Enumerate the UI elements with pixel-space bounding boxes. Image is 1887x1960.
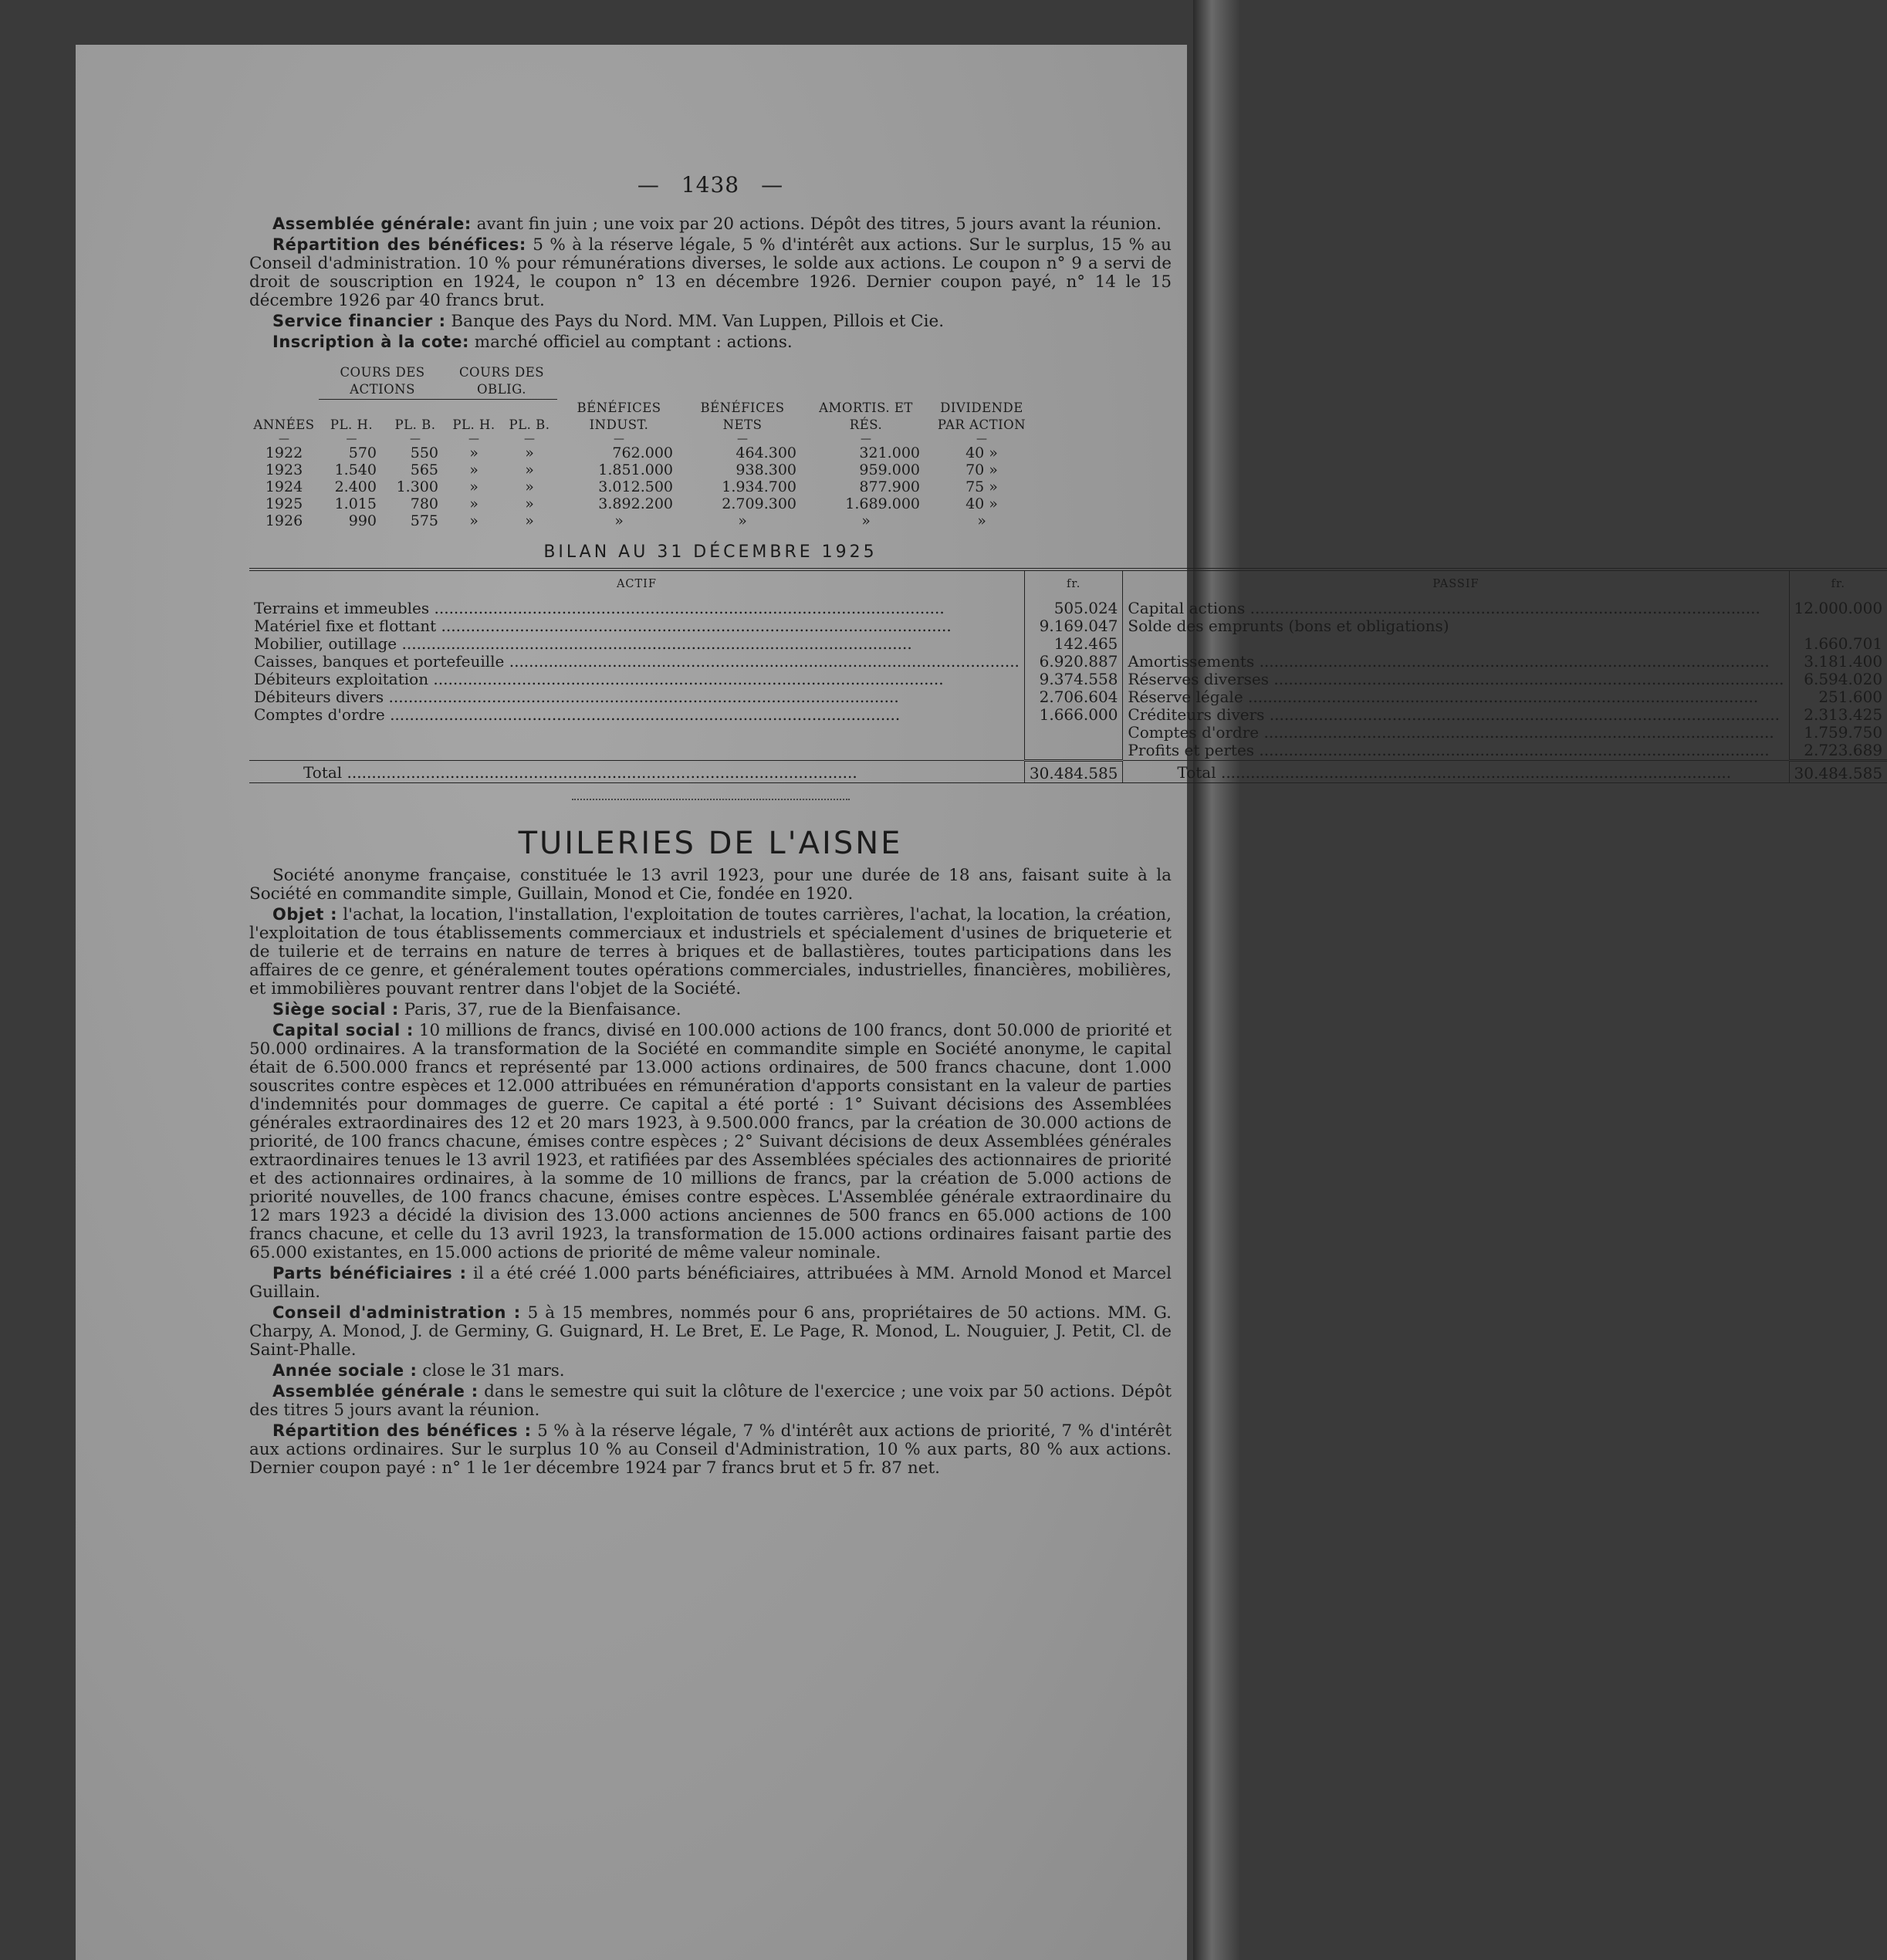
cell: » [614,512,624,529]
actif-label: Comptes d'ordre ..... [249,706,1024,724]
passif-value: 251.600 [1789,688,1887,706]
siege-paragraph [249,1000,1172,1019]
cell: » [469,444,479,461]
bilan-row [249,600,1887,617]
company-title: TUILERIES DE L'AISNE [518,826,903,861]
cell-year: 1926 [265,512,303,529]
col-header: PL. H. [330,417,374,432]
service-paragraph [249,312,1172,331]
dash: — [346,433,357,445]
assemblee-label: Assemblée générale: [272,215,472,233]
inscription-paragraph [249,333,1172,352]
inscription-label: Inscription à la cote: [272,333,469,351]
conseil-paragraph [249,1303,1172,1360]
cell: 3.892.200 [598,495,673,512]
cell: 1.300 [396,478,438,495]
col-header: BÉNÉFICES NETS [700,400,785,432]
bilan-row [249,742,1887,761]
col-header: DIVIDENDE PAR ACTION [937,400,1026,432]
passif-label: Capital actions ..... [1123,600,1789,617]
cell: 1.851.000 [598,461,673,478]
annee-text: close le 31 mars. [422,1361,565,1380]
cell: 762.000 [612,444,673,461]
cell: 40 » [965,444,998,461]
actif-label: Mobilier, outillage ..... [249,635,1024,653]
objet-paragraph [249,905,1172,999]
dash: — [410,433,421,445]
empty-cell [249,742,1024,761]
cell-year: 1925 [265,495,303,512]
conseil-label: Conseil d'administration : [272,1303,521,1322]
cell: 321.000 [859,444,920,461]
dash: — [614,433,624,445]
service-text: Banque des Pays du Nord. MM. Van Luppen, Pillois et Cie. [451,312,945,331]
passif-value: 12.000.000 [1789,600,1887,617]
bilan-row [249,724,1887,742]
capital-paragraph [249,1021,1172,1262]
passif-label: Réserves diverses ..... [1123,671,1789,688]
dash: — [737,433,748,445]
group-oblig-header: COURS DES OBLIG. [446,364,557,400]
assemblee-paragraph [249,215,1172,234]
cell: » [469,495,479,512]
cell: » [525,512,534,529]
cell: 2.400 [334,478,377,495]
unit-header: fr. [1789,569,1887,600]
assemblee2-label: Assemblée générale : [272,1382,479,1401]
cell: 2.709.300 [722,495,796,512]
cell: » [525,478,534,495]
passif-value: 1.759.750 [1789,724,1887,742]
bilan-row [249,671,1887,688]
actif-label: Débiteurs divers ..... [249,688,1024,706]
service-label: Service financier : [272,312,446,330]
bilan-table [249,568,1887,783]
actif-label: Caisses, banques et portefeuille ..... [249,653,1024,671]
cell: » [861,512,871,529]
repartition-paragraph [249,235,1172,310]
spacer [249,364,319,400]
passif-label: Profits et pertes ..... [1123,742,1789,761]
repartition2-label: Répartition des bénéfices : [272,1421,532,1440]
cell-year: 1923 [265,461,303,478]
inscription-text: marché officiel au comptant : actions. [474,333,793,352]
col-header: PL. B. [394,417,436,432]
spacer [557,364,681,400]
parts-paragraph [249,1264,1172,1302]
spacer [928,364,1036,400]
unit-header: fr. [1024,569,1123,600]
empty-cell [249,724,1024,742]
page-number-text: 1438 [681,172,740,198]
empty-cell [1024,742,1123,761]
col-header: BÉNÉFICES INDUST. [577,400,661,432]
dash: — [976,433,987,445]
cell: » [525,495,534,512]
dash: — [861,433,871,445]
cell: » [525,444,534,461]
total-label-passif: Total ..... [1123,761,1789,783]
empty-cell [1024,724,1123,742]
passif-value: 2.723.689 [1789,742,1887,761]
cell: 959.000 [859,461,920,478]
col-header: AMORTIS. ET RÉS. [819,400,913,432]
dash: — [524,433,535,445]
annee-paragraph [249,1361,1172,1380]
bilan-title: BILAN AU 31 DÉCEMBRE 1925 [543,542,878,562]
total-passif: 30.484.585 [1789,761,1887,783]
cell: 1.689.000 [845,495,920,512]
cell: 780 [410,495,438,512]
repartition2-paragraph [249,1421,1172,1478]
cell: » [738,512,747,529]
cours-table [249,364,1172,529]
siege-text: Paris, 37, rue de la Bienfaisance. [404,1000,681,1019]
intro-paragraph: Société anonyme française, constituée le 13 avril 1923, pour une durée de 18 ans, faisant suite à la Société en commandite simple, Guillain, Monod et Cie, fondée en 1920. [249,866,1172,904]
passif-label: Solde des emprunts (bons et obligations) [1123,617,1789,653]
cell: 1.540 [334,461,377,478]
cell: » [977,512,986,529]
page-content [249,172,1883,1479]
objet-label: Objet : [272,905,337,924]
repartition2-text: 5 % à la réserve légale, 7 % d'intérêt aux actions de priorité, 7 % d'intérêt aux actions ordinaires. Sur le surplus 10 % au Conseil d'Administration, 10 % aux parts, 80 % aux actions. Dernier coupon payé : n° 1 le 1er décembre 1924 par 7 francs brut et 5 fr. 87 net. [249,1421,1172,1478]
cell: 1.015 [334,495,377,512]
cell: 575 [410,512,438,529]
bilan-row [249,688,1887,706]
objet-text: l'achat, la location, l'installation, l'exploitation de toutes carrières, l'achat, la location, la création, l'exploitation de tous établissements commerciaux et industriels et spécialement d'usines de briqueterie et de tuilerie et de terrains en nature de terres à briques et de ballastières, toutes participations dans les affaires de ce genre, et généralement toutes opérations commerciales, industrielles, financières, mobilières, et immobilières pouvant rentrer dans l'objet de la Société. [249,905,1172,999]
cell-year: 1922 [265,444,303,461]
capital-label: Capital social : [272,1021,414,1039]
assemblee2-paragraph [249,1382,1172,1420]
section-divider [572,792,850,800]
total-actif: 30.484.585 [1024,761,1123,783]
conseil-text: 5 à 15 membres, nommés pour 6 ans, propriétaires de 50 actions. MM. G. Charpy, A. Monod, J. de Germiny, G. Guignard, H. Le Bret, E. Le Page, R. Monod, L. Nouguier, J. Petit, Cl. de Saint-Phalle. [249,1303,1172,1360]
actif-header: ACTIF [616,578,657,590]
cell: 1.934.700 [722,478,796,495]
passif-label: Créditeurs divers ..... [1123,706,1789,724]
passif-value: 3.181.400 [1789,653,1887,671]
assemblee-text: avant fin juin ; une voix par 20 actions. Dépôt des titres, 5 jours avant la réunion. [476,215,1162,234]
repartition-label: Répartition des bénéfices: [272,235,526,254]
cell: 570 [348,444,377,461]
spacer [804,364,928,400]
actif-label: Matériel fixe et flottant ..... [249,617,1024,635]
actif-value: 9.374.558 [1024,671,1123,688]
bilan-row [249,706,1887,724]
passif-label: Réserve légale ..... [1123,688,1789,706]
bilan-row [249,617,1887,635]
passif-label: Amortissements ..... [1123,653,1789,671]
dash-right: — [761,172,784,198]
dash-left: — [637,172,660,198]
repartition-text: 5 % à la réserve légale, 5 % d'intérêt aux actions. Sur le surplus, 15 % au Conseil d'administration. 10 % pour rémunérations diverses, le solde aux actions. Le coupon n° 9 a servi de droit de souscription en 1924, le coupon n° 13 en décembre 1926. Dernier coupon payé, n° 14 le 15 décembre 1926 par 40 francs brut. [249,235,1172,310]
cell: 3.012.500 [598,478,673,495]
actif-label: Débiteurs exploitation ..... [249,671,1024,688]
cell: 464.300 [736,444,796,461]
col-header: ANNÉES [253,417,315,432]
capital-text: 10 millions de francs, divisé en 100.000 actions de 100 francs, dont 50.000 de priorité et 50.000 ordinaires. A la transformation de la Société en commandite simple en Société anonyme, le capital était de 6.500.000 francs et représenté par 13.000 actions ordinaires, de 500 francs chacune, dont 1.000 souscrites contre espèces et 12.000 attribuées en rémunération d'apports consistant en la valeur de parties d'indemnités pour dommages de guerre. Ce capital a été porté : 1° Suivant décisions des Assemblées générales extraordinaires des 12 et 20 mars 1923, à 9.500.000 francs, par la création de 30.000 actions de priorité, de 100 francs chacune, émises contre espèces ; 2° Suivant décisions de deux Assemblées générales extraordinaires tenues le 13 avril 1923, et ratifiées par des Assemblées spéciales des actionnaires de priorité et des actionnaires ordinaires, à la somme de 10 millions de francs, par la création de 5.000 actions de priorité nouvelles, de 100 francs chacune, émises contre espèces. L'Assemblée générale extraordinaire du 12 mars 1923 a décidé la division des 13.000 actions anciennes de 500 francs en 65.000 actions de 100 francs chacune, et celle du 13 avril 1923, la transformation de 15.000 actions ordinaires faisant partie des 65.000 existantes, en 15.000 actions de priorité de même valeur nominale. [249,1021,1172,1262]
col-header: PL. H. [452,417,495,432]
cell: 550 [410,444,438,461]
actif-label: Terrains et immeubles ..... [249,600,1024,617]
dash: — [279,433,289,445]
spacer [681,364,804,400]
page-number [249,172,1172,198]
parts-text: il a été créé 1.000 parts bénéficiaires, attribuées à MM. Arnold Monod et Marcel Guillain. [249,1264,1172,1302]
actif-value: 2.706.604 [1024,688,1123,706]
actif-value: 6.920.887 [1024,653,1123,671]
cell: » [469,461,479,478]
bilan-total-row [249,761,1887,783]
book-spine-edge [1193,0,1239,1960]
bilan-header-row [249,569,1887,600]
cell: 877.900 [859,478,920,495]
passif-value: 6.594.020 [1789,671,1887,688]
actif-value: 505.024 [1024,600,1123,617]
annee-label: Année sociale : [272,1361,418,1380]
passif-label: Comptes d'ordre ..... [1123,724,1789,742]
cell: 40 » [965,495,998,512]
cell: 990 [348,512,377,529]
actif-value: 9.169.047 [1024,617,1123,635]
cell: 70 » [965,461,998,478]
dash: — [468,433,479,445]
actif-value: 1.666.000 [1024,706,1123,724]
parts-label: Parts bénéficiaires : [272,1264,467,1282]
cell: » [525,461,534,478]
total-label-actif: Total ..... [249,761,1024,783]
cell: 565 [410,461,438,478]
bilan-row [249,653,1887,671]
siege-label: Siège social : [272,1000,399,1019]
cell: 938.300 [736,461,796,478]
passif-value: 1.660.701 [1789,617,1887,653]
passif-header: PASSIF [1123,569,1789,600]
cell: 75 » [965,478,998,495]
book-page [76,45,1883,1960]
passif-value: 2.313.425 [1789,706,1887,724]
cell-year: 1924 [265,478,303,495]
group-actions-header: COURS DES ACTIONS [319,364,446,400]
col-header: PL. B. [509,417,550,432]
assemblee2-text: dans le semestre qui suit la clôture de l'exercice ; une voix par 50 actions. Dépôt des titres 5 jours avant la réunion. [249,1382,1172,1420]
actif-value: 142.465 [1024,635,1123,653]
cell: » [469,478,479,495]
cell: » [469,512,479,529]
